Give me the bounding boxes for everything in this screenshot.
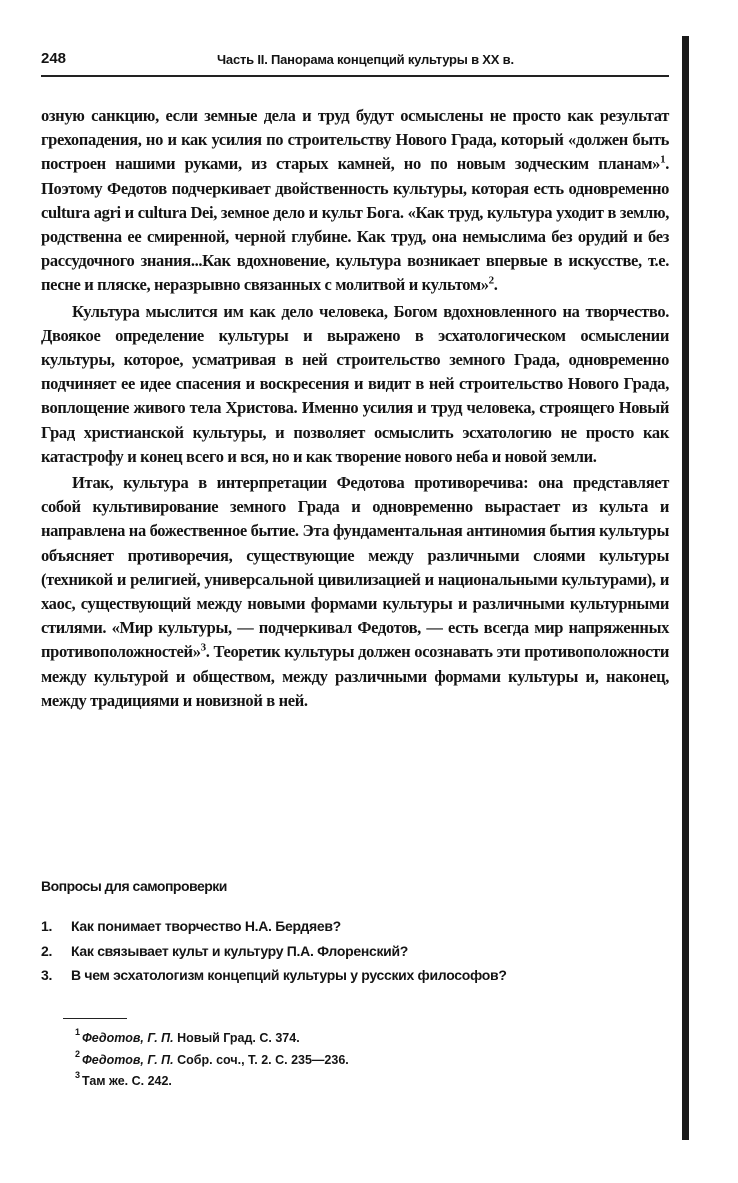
paragraph-1-text-a: озную санкцию, если земные дела и труд будут осмыслены не просто как результат грехопадения, но и как усилия по строительству Нового Града, который «должен быть построен нашими руками, из старых камней, но по новым зодческим планам»: [41, 106, 669, 174]
question-item: [41, 963, 669, 988]
paragraph-3-text-b: . Теоретик культуры должен осознавать эти противоположности между культурой и обществом, между различными формами культуры и, наконец, между традициями и новизной в ней.: [41, 642, 669, 710]
footnotes: [75, 1026, 635, 1091]
body-text: [41, 104, 669, 713]
footnote-rule: [63, 1018, 127, 1019]
footnote-mark: 3: [75, 1070, 81, 1081]
questions-list: [41, 914, 669, 988]
paragraph-1-text-b: . Поэтому Федотов подчеркивает двойственность культуры, которая есть одновременно cultura agri и cultura Dei, земное дело и культ Бога. «Как труд, культура уходит в землю, родственна ее смиренной, черной глубине. Как труд, она немыслима без орудий и без рассудочного знания...Как вдохновение, культура возникает впервые в искусстве, т.е. песне и пляске, неразрывно связанных с молитвой и культом»: [41, 154, 669, 295]
header-rule: [41, 75, 669, 77]
page-header: [41, 50, 669, 76]
paragraph-3: [41, 471, 669, 713]
question-number: 1.: [41, 918, 53, 934]
page-edge-shadow: [682, 36, 689, 1140]
footnote-ref-2: 2: [488, 274, 494, 287]
footnote-text: Новый Град. С. 374.: [177, 1031, 300, 1046]
paragraph-2: Культура мыслится им как дело человека, Богом вдохновленного на творчество. Двоякое определение культуры и выражено в эсхатологическом осмыслении культуры, которое, усматривая в ней строительство земного Града, одновременно подчиняет ее идее спасения и воскресения и видит в ней строительство Нового Града, воплощение живого тела Христова. Именно усилия и труд человека, строящего Новый Град христианской культуры, и позволяет осмыслить эсхатологию не просто как катастрофу и конец всего и вся, но и как творение нового неба и новой земли.: [41, 301, 669, 466]
paragraph-1: [41, 104, 669, 298]
question-item: [41, 914, 669, 939]
footnote-2: [75, 1048, 635, 1070]
questions-heading: Вопросы для самопроверки: [41, 878, 227, 894]
running-head: Часть II. Панорама концепций культуры в XX в.: [217, 52, 514, 67]
footnote-3: [75, 1069, 635, 1091]
question-number: 2.: [41, 942, 53, 959]
paragraph-1-text-c: .: [493, 275, 498, 295]
footnote-ref-3: 3: [200, 641, 206, 654]
footnote-text: Там же. С. 242.: [82, 1074, 172, 1089]
question-item: [41, 939, 669, 964]
paragraph-3-text-a: Итак, культура в интерпретации Федотова противоречива: она представляет собой культивирование земного Града и одновременно вырастает из культа и направлена на божественное бытие. Эта фундаментальная антиномия бытия культуры объясняет противоречия, существующие между различными слоями культуры (техникой и религией, универсальной цивилизацией и национальными культурами), и хаос, существующий между новыми формами культуры и различными культурными стилями. «Мир культуры, — подчеркивал Федотов, — есть всегда мир напряженных противоположностей»: [41, 473, 669, 662]
footnote-author: Федотов, Г. П.: [82, 1052, 174, 1067]
footnote-ref-1: 1: [660, 153, 666, 166]
question-text: В чем эсхатологизм концепций культуры у русских философов?: [71, 967, 507, 983]
question-text: Как связывает культ и культуру П.А. Флоренский?: [71, 942, 409, 959]
question-text: Как понимает творчество Н.А. Бердяев?: [71, 918, 341, 934]
footnote-mark: 1: [75, 1027, 81, 1037]
footnote-author: Федотов, Г. П.: [82, 1031, 174, 1046]
page-number: 248: [41, 50, 67, 67]
footnote-mark: 2: [75, 1048, 81, 1059]
question-number: 3.: [41, 967, 53, 983]
footnote-text: Собр. соч., Т. 2. С. 235—236.: [177, 1052, 349, 1067]
footnote-1: [75, 1026, 635, 1048]
